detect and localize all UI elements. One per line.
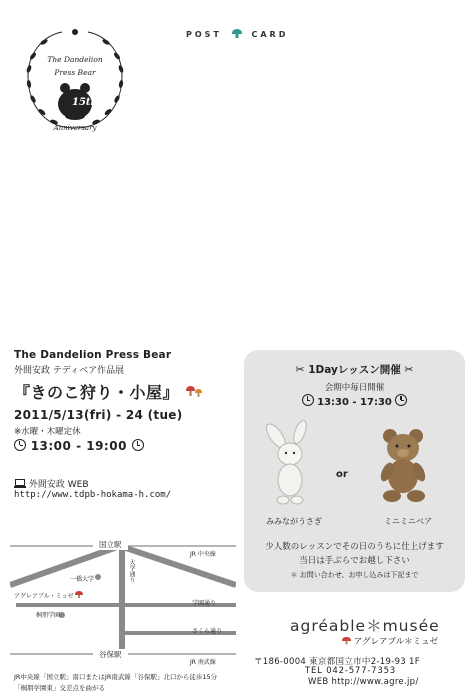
closed-days: ※水曜・木曜定休 xyxy=(14,427,81,437)
scissors-icon: ✂ xyxy=(404,363,414,376)
access-map xyxy=(10,535,236,670)
or-text: or xyxy=(336,469,348,480)
label-jr-nanbu: JR 南武線 xyxy=(190,659,216,666)
logo-line-2: Press Bear xyxy=(54,68,96,77)
postcard-right-text: CARD xyxy=(251,30,289,39)
bunny-bear-image xyxy=(266,420,314,508)
shop-address: 〒186-0004 東京都国立市中2-19-93 1F xyxy=(254,657,420,667)
clock-icon xyxy=(14,439,26,451)
postcard-header xyxy=(186,28,296,41)
lesson-time: 13:30 - 17:30 xyxy=(244,394,465,408)
clock-icon xyxy=(302,394,314,406)
web-label xyxy=(14,477,89,490)
logo-anniversary: Anniversary xyxy=(53,124,97,132)
logo-year: 15th xyxy=(72,97,98,108)
station-yaho: 谷保駅 xyxy=(93,649,128,660)
shop-name: agréable＊musée xyxy=(290,617,440,635)
anniversary-logo xyxy=(20,24,130,142)
artist-web-link[interactable]: http://www.tdpb-hokama-h.com/ xyxy=(14,490,172,500)
label-toho: 桐朋学園 xyxy=(36,612,61,619)
label-daigaku-dori: 大学通り xyxy=(128,559,135,583)
lesson-body-1: 少人数のレッスンでその日のうちに仕上げます xyxy=(265,542,444,552)
web-label-text: 外間安政 WEB xyxy=(28,480,89,490)
mushrooms-icon xyxy=(185,384,203,398)
exhibit-title xyxy=(14,380,203,403)
author-line: 外間安政 テディベア作品展 xyxy=(14,366,125,376)
clock-icon xyxy=(132,439,144,451)
label-gakuen-dori: 学園通り xyxy=(192,600,217,607)
lesson-title: ✂ 1Dayレッスン開催 ✂ xyxy=(295,363,414,376)
postcard-left-text: POST xyxy=(186,30,222,39)
access-note: 「桐朋学園東」交差点を曲がる xyxy=(14,684,105,692)
computer-icon xyxy=(14,479,26,488)
mini-bear-caption: ミニミニベア xyxy=(384,517,432,526)
bunny-caption: みみながうさぎ xyxy=(266,517,322,526)
lesson-body-2: 当日は手ぶらでお越し下さい xyxy=(299,556,410,566)
event-subtitle: The Dandelion Press Bear xyxy=(14,349,172,361)
lesson-body-3: ＊ お問い合わせ、お申し込みは下記まで xyxy=(290,571,419,579)
opening-hours xyxy=(14,439,144,453)
hours-text: 13:00 - 19:00 xyxy=(30,439,127,453)
exhibit-title-text: 『きのこ狩り・小屋』 xyxy=(14,383,180,402)
shop-phone: TEL 042-577-7353 xyxy=(305,666,397,676)
label-agreable: アグレアブル・ミュゼ xyxy=(14,591,83,600)
station-kunitachi: 国立駅 xyxy=(93,539,128,550)
shop-mushroom-icon xyxy=(75,591,83,599)
event-dates: 2011/5/13(fri) - 24 (tue) xyxy=(14,408,183,422)
label-jr-chuo: JR 中央線 xyxy=(190,551,216,558)
lesson-note: 会期中毎日開催 xyxy=(324,383,385,393)
shop-web-link[interactable]: WEB http://www.agre.jp/ xyxy=(308,677,419,687)
mini-bear-image xyxy=(372,426,434,506)
mushroom-icon xyxy=(231,28,243,41)
logo-line-1: The Dandelion xyxy=(47,55,103,64)
label-hitotsubashi: 一橋大学 xyxy=(70,576,95,583)
lesson-panel xyxy=(244,350,465,592)
shop-mushroom-icon xyxy=(342,637,351,645)
label-sakura-dori: さくら通り xyxy=(192,628,223,635)
clock-icon xyxy=(395,394,407,406)
shop-name-kana: アグレアブル＊ミュゼ xyxy=(342,635,438,647)
access-directions: JR中央線「国立駅」南口またはJR南武線「谷保駅」北口から徒歩15分 xyxy=(14,673,218,681)
scissors-icon: ✂ xyxy=(295,363,305,376)
